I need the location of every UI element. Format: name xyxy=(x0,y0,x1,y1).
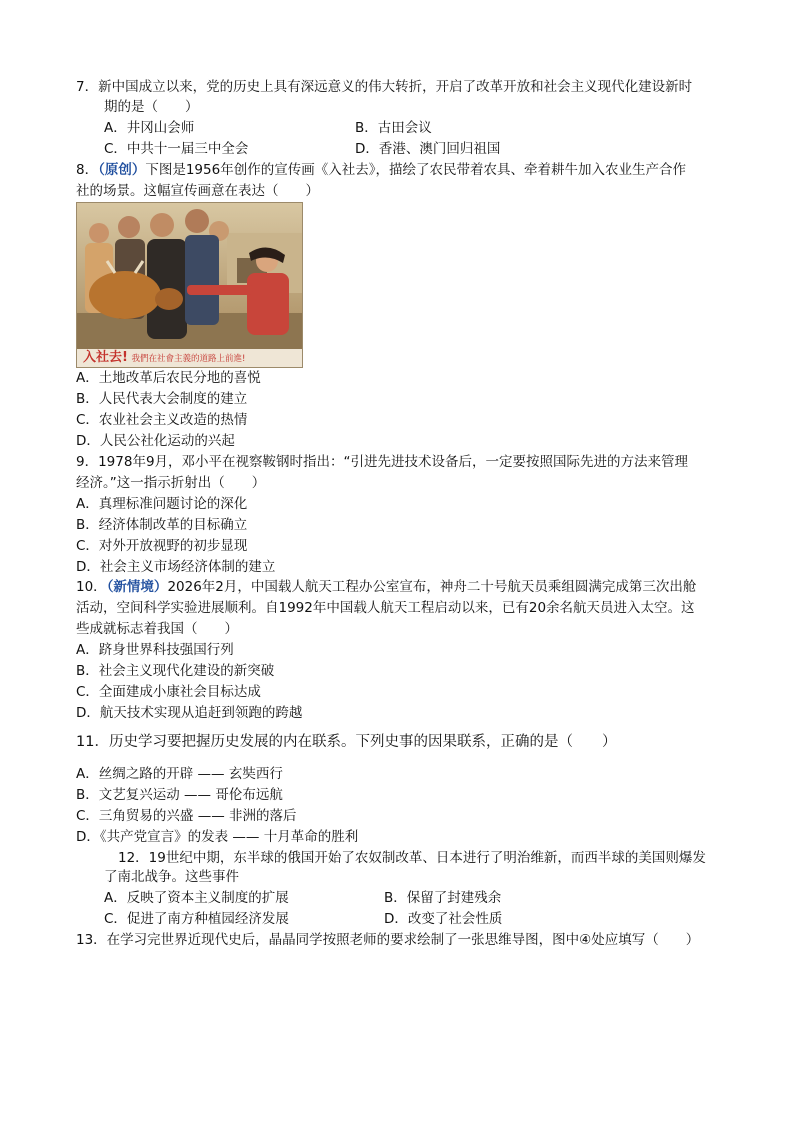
q10-stem-line3: 些成就标志着我国（ ） xyxy=(76,621,238,637)
q8-stem-line2: 社的场景。这幅宣传画意在表达（ ） xyxy=(76,183,319,199)
q7-option-c: C．中共十一届三中全会 xyxy=(104,141,249,157)
q12-option-b: B．保留了封建残余 xyxy=(384,890,502,906)
q10-option-c: C．全面建成小康社会目标达成 xyxy=(76,684,261,700)
q13-stem-line1: 13．在学习完世界近现代史后，晶晶同学按照老师的要求绘制了一张思维导图，图中④处应填写（ ） xyxy=(76,932,700,948)
q8-original-tag: （原创） xyxy=(98,162,146,178)
q10-stem-text: 2026年2月，中国载人航天工程办公室宣布，神舟二十号航天员乘组圆满完成第三次出舱 xyxy=(167,579,697,595)
q8-stem-line1 xyxy=(76,160,686,180)
q12-option-a: A．反映了资本主义制度的扩展 xyxy=(104,890,289,906)
q10-option-d: D．航天技术实现从追赶到领跑的跨越 xyxy=(76,705,303,721)
q8-number: 8． xyxy=(76,162,99,178)
poster-illustration xyxy=(77,203,302,349)
q11-option-a: A．丝绸之路的开辟 —— 玄奘西行 xyxy=(76,766,283,782)
q7-option-a: A．井冈山会师 xyxy=(104,120,195,136)
q8-stem-text: 下图是1956年创作的宣传画《入社去》，描绘了农民带着农具、牵着耕牛加入农业生产合作 xyxy=(145,162,686,178)
q9-option-a: A．真理标准问题讨论的深化 xyxy=(76,496,248,512)
q10-option-b: B．社会主义现代化建设的新突破 xyxy=(76,663,275,679)
q9-stem-line1: 9．1978年9月，邓小平在视察鞍钢时指出：“引进先进技术设备后，一定要按照国际先进的方法来管理 xyxy=(76,454,689,470)
q10-stem-line2: 活动，空间科学实验进展顺利。自1992年中国载人航天工程启动以来，已有20余名航天员进入太空。这 xyxy=(76,600,695,616)
q12-option-c: C．促进了南方种植园经济发展 xyxy=(104,911,289,927)
poster-caption xyxy=(77,349,302,367)
poster-caption-sub: 我們在社會主義的道路上前進! xyxy=(131,354,246,364)
q8-option-d: D．人民公社化运动的兴起 xyxy=(76,433,235,449)
q10-new-context-tag: （新情境） xyxy=(106,579,168,595)
q9-stem-line2: 经济。”这一指示折射出（ ） xyxy=(76,475,266,491)
q10-stem-line1 xyxy=(76,577,696,597)
q12-option-d: D．改变了社会性质 xyxy=(384,911,503,927)
q9-option-b: B．经济体制改革的目标确立 xyxy=(76,517,248,533)
q7-option-b: B．古田会议 xyxy=(355,120,432,136)
q7-stem-line1: 7．新中国成立以来，党的历史上具有深远意义的伟大转折，开启了改革开放和社会主义现代化建设新时 xyxy=(76,79,693,95)
q9-option-d: D．社会主义市场经济体制的建立 xyxy=(76,559,276,575)
q11-option-b: B．文艺复兴运动 —— 哥伦布远航 xyxy=(76,787,283,803)
q7-stem-line2: 期的是（ ） xyxy=(104,99,199,115)
q7-option-d: D．香港、澳门回归祖国 xyxy=(355,141,501,157)
poster-caption-main: 入社去! xyxy=(83,350,128,365)
q10-number: 10． xyxy=(76,579,107,595)
q11-stem-line1: 11．历史学习要把握历史发展的内在联系。下列史事的因果联系，正确的是（ ） xyxy=(76,734,617,750)
q8-option-a: A．土地改革后农民分地的喜悦 xyxy=(76,370,261,386)
q9-option-c: C．对外开放视野的初步显现 xyxy=(76,538,248,554)
propaganda-poster-image xyxy=(76,202,303,368)
q10-option-a: A．跻身世界科技强国行列 xyxy=(76,642,234,658)
q12-stem-line1: 12．19世纪中期，东半球的俄国开始了农奴制改革、日本进行了明治维新，而西半球的美国则爆发 xyxy=(118,850,706,866)
q12-stem-line2: 了南北战争。这些事件 xyxy=(104,869,239,885)
q8-option-c: C．农业社会主义改造的热情 xyxy=(76,412,248,428)
q8-option-b: B．人民代表大会制度的建立 xyxy=(76,391,248,407)
q11-option-d: D．《共产党宣言》的发表 —— 十月革命的胜利 xyxy=(76,829,359,845)
q11-option-c: C．三角贸易的兴盛 —— 非洲的落后 xyxy=(76,808,297,824)
